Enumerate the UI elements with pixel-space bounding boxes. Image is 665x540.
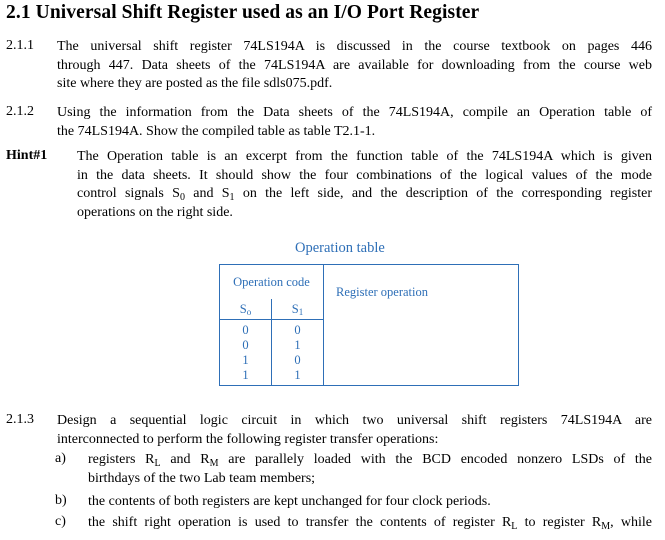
s0-subscript: o	[246, 306, 252, 317]
s0-value: 0	[242, 338, 249, 352]
paragraph-2-1-2	[57, 104, 652, 141]
paragraph-line: interconnected to perform the following register transfer operations:	[57, 431, 439, 447]
paragraph-line: Using the information from the Data sheets of the 74LS194A, compile an Operation table of	[57, 105, 652, 120]
list-label-b: b)	[55, 493, 67, 508]
paragraph-line: operations on the right side.	[77, 204, 233, 220]
text-run: control signals S	[77, 186, 180, 202]
table-caption: Operation table	[295, 240, 385, 256]
text-run: and S	[184, 186, 230, 202]
paragraph-line: site where they are posted as the file sdls075.pdf.	[57, 76, 333, 92]
paragraph-line: through 447. Data sheets of the 74LS194A are available for downloading from the course web	[57, 57, 652, 73]
text-run: registers R	[88, 452, 155, 467]
s1-value: 0	[294, 353, 301, 367]
text-run: are parallely loaded with the BCD encoded nonzero LSDs of the	[218, 452, 652, 467]
subscript: 1	[229, 192, 235, 204]
text-run: the shift right operation is used to transfer the contents of register R	[88, 515, 512, 530]
text-run: , while	[610, 515, 652, 530]
paragraph-line	[77, 185, 652, 204]
section-number-2-1-2: 2.1.2	[6, 104, 34, 119]
s0-values-cell	[220, 320, 272, 386]
s1-value: 1	[294, 368, 301, 382]
text-run: on the left side, and the description of the corresponding register	[234, 186, 653, 202]
s0-label: S	[239, 301, 247, 316]
s1-subscript: 1	[298, 306, 304, 317]
s0-value: 1	[242, 368, 249, 382]
paragraph-line: The universal shift register 74LS194A is discussed in the course textbook on pages 446	[57, 39, 652, 54]
s1-column-header	[272, 299, 324, 320]
list-item-c	[88, 514, 652, 533]
operation-table	[219, 264, 519, 386]
s1-label: S	[291, 301, 299, 316]
paragraph-line: The Operation table is an excerpt from the function table of the 74LS194A which is given	[77, 149, 652, 164]
subscript: L	[511, 521, 518, 532]
list-item-a	[88, 451, 652, 488]
paragraph-line: Design a sequential logic circuit in which two universal shift registers 74LS194A are	[57, 413, 652, 428]
s0-value: 1	[242, 353, 249, 367]
paragraph-line: birthdays of the two Lab team members;	[88, 470, 316, 486]
register-operation-cell	[324, 320, 519, 386]
section-heading: 2.1 Universal Shift Register used as an I/O Port Register	[6, 2, 480, 23]
list-item-b	[88, 493, 652, 512]
paragraph-2-1-1	[57, 38, 652, 94]
list-label-c: c)	[55, 514, 66, 529]
paragraph-line: the 74LS194A. Show the compiled table as table T2.1-1.	[57, 123, 376, 139]
paragraph-line: the contents of both registers are kept unchanged for four clock periods.	[88, 494, 491, 509]
section-number-2-1-3: 2.1.3	[6, 412, 34, 427]
paragraph-2-1-3	[57, 412, 652, 449]
s1-values-cell	[272, 320, 324, 386]
paragraph-line: in the data sheets. It should show the four combinations of the logical values of the mode	[77, 167, 652, 183]
subscript: M	[601, 521, 611, 532]
paragraph-line	[88, 514, 652, 533]
section-number-2-1-1: 2.1.1	[6, 38, 34, 53]
list-label-a: a)	[55, 451, 66, 466]
s1-value: 0	[294, 323, 301, 337]
register-operation-header: Register operation	[324, 265, 519, 320]
paragraph-line	[88, 451, 652, 470]
subscript: L	[154, 458, 161, 469]
text-run: to register R	[517, 515, 602, 530]
hint-paragraph	[77, 148, 652, 222]
subscript: 0	[179, 192, 185, 204]
hint-label: Hint#1	[6, 148, 48, 163]
s0-value: 0	[242, 323, 249, 337]
subscript: M	[209, 458, 219, 469]
s0-column-header	[220, 299, 272, 320]
s1-value: 1	[294, 338, 301, 352]
operation-code-header: Operation code	[220, 265, 324, 300]
text-run: and R	[160, 452, 210, 467]
